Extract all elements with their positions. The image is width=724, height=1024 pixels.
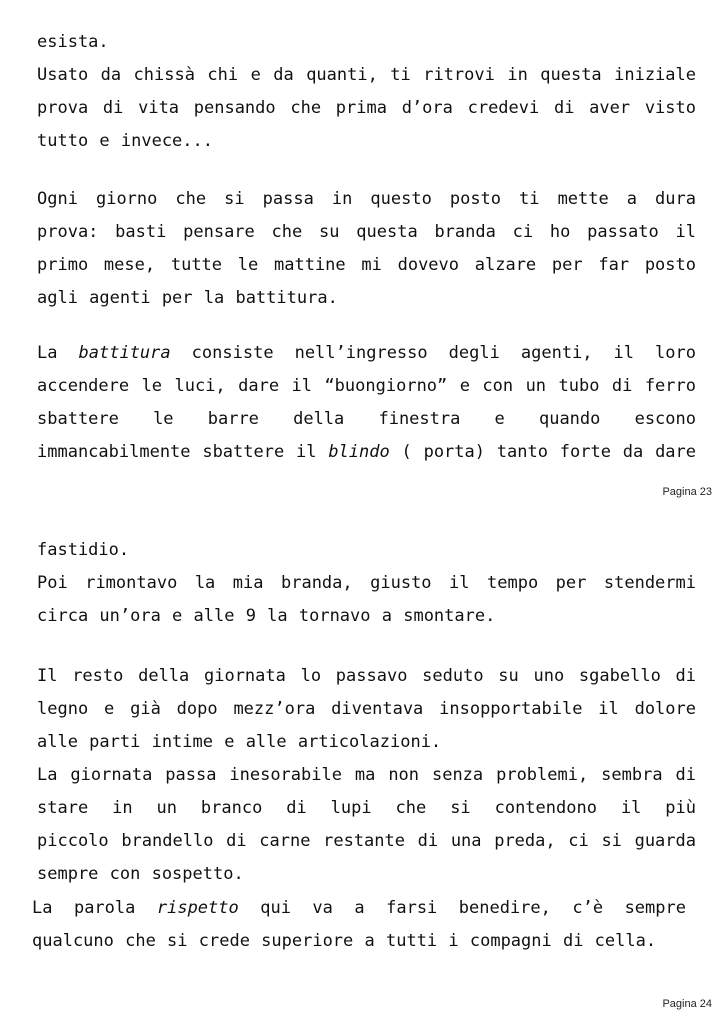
text-run: consiste nell’ingresso degli agenti, il loro [170, 343, 696, 363]
paragraph-1 [37, 534, 696, 567]
paragraph-3 [37, 183, 696, 315]
text-line: qualcuno che si crede superiore a tutti i compagni di cella. [32, 931, 657, 951]
text-line: esista. [37, 32, 109, 52]
text-line: alle parti intime e alle articolazioni. [37, 732, 442, 752]
text-line: circa un’ora e alle 9 la tornavo a smontare. [37, 606, 496, 626]
text-line: legno e già dopo mezz’ora diventava insopportabile il dolore [37, 699, 696, 719]
text-run: ( porta) tanto forte da dare [389, 442, 697, 462]
emphasis-battitura: battitura [78, 343, 171, 363]
text-line: Ogni giorno che si passa in questo posto ti mette a dura [37, 189, 696, 209]
paragraph-2 [37, 567, 696, 633]
text-line: agli agenti per la battitura. [37, 288, 338, 308]
text-line [37, 337, 696, 370]
emphasis-blindo: blindo [328, 442, 390, 462]
text-run: qui va a farsi benedire, c’è sempre [238, 898, 686, 918]
text-line [37, 436, 696, 469]
text-line: primo mese, tutte le mattine mi dovevo alzare per far posto [37, 255, 696, 275]
text-line: Usato da chissà chi e da quanti, ti ritrovi in questa iniziale [37, 65, 696, 85]
text-line: stare in un branco di lupi che si contendono il più [37, 798, 696, 818]
paragraph-2 [37, 59, 696, 158]
text-line: fastidio. [37, 540, 130, 560]
emphasis-rispetto: rispetto [156, 898, 239, 918]
text-run: La parola [32, 898, 157, 918]
paragraph-4 [32, 892, 686, 958]
text-line: prova: basti pensare che su questa branda ci ho passato il [37, 222, 696, 242]
text-run: immancabilmente sbattere il [37, 442, 329, 462]
text-line: sempre con sospetto. [37, 864, 244, 884]
paragraph-4 [37, 337, 696, 469]
page-number: Pagina 24 [662, 998, 712, 1010]
text-line: tutto e invece... [37, 131, 213, 151]
page-number: Pagina 23 [662, 486, 712, 498]
page-24 [0, 512, 724, 1024]
text-line: sbattere le barre della finestra e quando escono [37, 409, 696, 429]
text-line: Il resto della giornata lo passavo seduto su uno sgabello di [37, 666, 696, 686]
text-line: La giornata passa inesorabile ma non senza problemi, sembra di [37, 765, 696, 785]
text-run: La [37, 343, 79, 363]
text-line: prova di vita pensando che prima d’ora credevi di aver visto [37, 98, 696, 118]
text-line: Poi rimontavo la mia branda, giusto il tempo per stendermi [37, 573, 696, 593]
paragraph-3 [37, 660, 696, 891]
text-line: piccolo brandello di carne restante di una preda, ci si guarda [37, 831, 696, 851]
paragraph-1 [37, 26, 696, 59]
text-line: accendere le luci, dare il “buongiorno” e con un tubo di ferro [37, 376, 696, 396]
text-line [32, 892, 686, 925]
